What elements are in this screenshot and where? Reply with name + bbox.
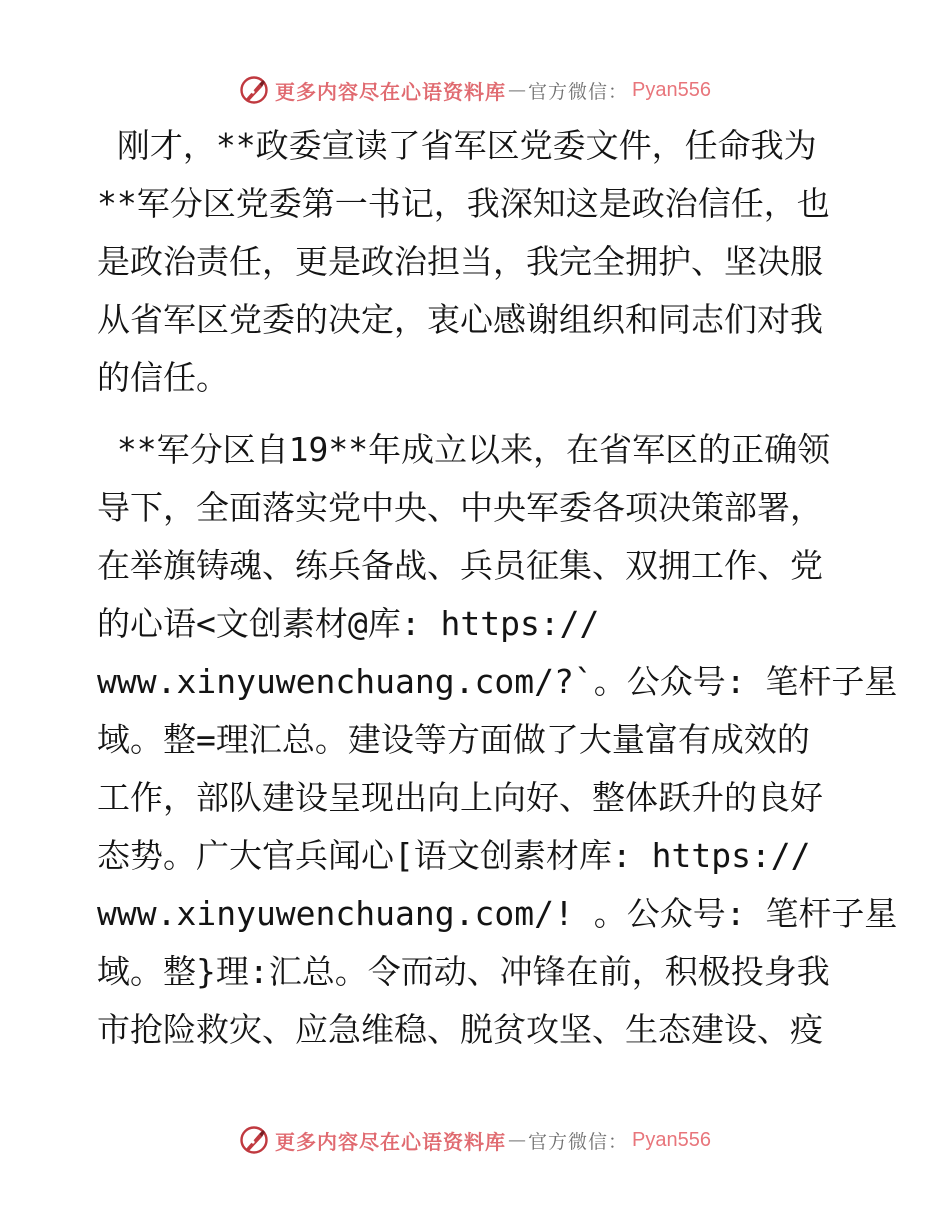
text-line: 工作，部队建设呈现出向上向好、整体跃升的良好	[97, 778, 823, 817]
paragraph-appointment	[97, 117, 857, 407]
header-official-label: 官方微信：	[528, 80, 629, 103]
text-line: www.xinyuwenchuang.com/! 。公众号: 笔杆子星	[97, 894, 898, 933]
footer-wechat-id: Pyan556	[632, 1128, 711, 1151]
text-line: 是政治责任，更是政治担当，我完全拥护、坚决服	[97, 242, 823, 281]
text-line: 态势。广大官兵闻心[语文创素材库: https://	[97, 836, 811, 875]
text-line: 刚才，**政委宣读了省军区党委文件，任命我为	[97, 126, 817, 165]
text-line: **军分区党委第一书记，我深知这是政治信任，也	[97, 184, 830, 223]
page-header	[0, 70, 950, 110]
page-footer	[0, 1120, 950, 1160]
text-line: 市抢险救灾、应急维稳、脱贫攻坚、生态建设、疫	[97, 1010, 823, 1049]
footer-separator: —	[508, 1129, 526, 1151]
pen-logo-icon	[239, 75, 269, 105]
footer-official-label: 官方微信：	[528, 1130, 629, 1153]
text-line: 的心语<文创素材@库: https://	[97, 604, 600, 643]
pen-logo-icon	[239, 1125, 269, 1155]
text-line: www.xinyuwenchuang.com/?`。公众号: 笔杆子星	[97, 662, 898, 701]
document-body	[97, 117, 898, 1059]
footer-banner[interactable]	[239, 1125, 711, 1155]
text-line: 导下，全面落实党中央、中央军委各项决策部署，	[97, 488, 823, 527]
paragraph-history	[97, 421, 898, 1059]
text-line: 域。整=理汇总。建设等方面做了大量富有成效的	[97, 720, 810, 759]
header-wechat-id: Pyan556	[632, 78, 711, 101]
text-line: **军分区自19**年成立以来，在省军区的正确领	[97, 430, 831, 469]
text-line: 域。整}理:汇总。令而动、冲锋在前，积极投身我	[97, 952, 830, 991]
header-brand-text: 更多内容尽在心语资料库	[275, 79, 506, 104]
text-line: 的信任。	[97, 358, 229, 397]
text-line: 从省军区党委的决定，衷心感谢组织和同志们对我	[97, 300, 823, 339]
footer-brand-text: 更多内容尽在心语资料库	[275, 1129, 506, 1154]
header-banner[interactable]	[239, 75, 711, 105]
text-line: 在举旗铸魂、练兵备战、兵员征集、双拥工作、党	[97, 546, 823, 585]
header-separator: —	[508, 79, 526, 101]
